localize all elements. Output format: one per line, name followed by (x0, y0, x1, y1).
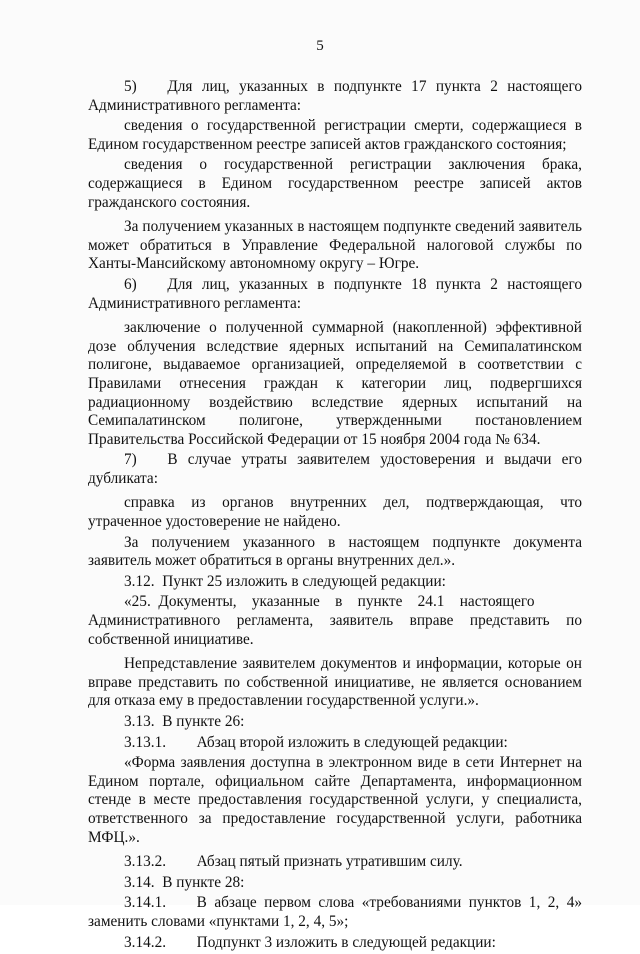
page-number: 5 (316, 38, 324, 54)
paragraph-3-13-1: 3.13.1. Абзац второй изложить в следующей редакции: (124, 733, 508, 751)
paragraph-tax-service: За получением указанных в настоящем подпункте сведений заявитель может обратиться в Управление Федеральной налоговой службы по Ханты-Мансийскому автономному округу – Югре. (88, 218, 582, 273)
paragraph-3-13: 3.13. В пункте 26: (124, 713, 245, 730)
paragraph-3-14: 3.14. В пункте 28: (124, 873, 245, 891)
paragraph-item-5: 5) Для лиц, указанных в подпункте 17 пункта 2 настоящего Административного регламента: (88, 78, 582, 114)
paragraph-non-submission: Непредставление заявителем документов и информации, которые он вправе представить по собственной инициативе, не является основанием для отказа ему в предоставлении государственной услуги.». (88, 655, 582, 710)
document-body (88, 78, 582, 954)
paragraph-item-6: 6) Для лиц, указанных в подпункте 18 пункта 2 настоящего Административного регламента: (88, 275, 582, 312)
paragraph-3-12: 3.12. Пункт 25 изложить в следующей редакции: (124, 572, 446, 590)
paragraph-marriage-registration: сведения о государственной регистрации заключения брака, содержащиеся в Едином государственном реестре записей актов гражданского состояния. (88, 156, 582, 211)
paragraph-death-registration: сведения о государственной регистрации смерти, содержащиеся в Едином государственном реестре записей актов гражданского состояния; (88, 117, 582, 153)
paragraph-internal-affairs: За получением указанного в настоящем подпункте документа заявитель может обратиться в органы внутренних дел.». (88, 533, 582, 570)
paragraph-3-14-1: 3.14.1. В абзаце первом слова «требованиями пунктов 1, 2, 4» заменить словами «пунктами 1, 2, 4, 5»; (88, 894, 582, 930)
paragraph-25-documents: «25. Документы, указанные в пункте 24.1 настоящего Административного регламента, заявитель вправе представить по собственной инициативе. (88, 593, 582, 648)
paragraph-form-availability: «Форма заявления доступна в электронном виде в сети Интернет на Едином портале, официальном сайте Департамента, информационном стенде в месте предоставления государственной услуги, у специалиста, ответственного за предоставление государственной услуги, работника МФЦ.». (88, 754, 582, 846)
paragraph-certificate: справка из органов внутренних дел, подтверждающая, что утраченное удостоверение не найдено. (88, 494, 582, 531)
paragraph-radiation-conclusion: заключение о полученной суммарной (накопленной) эффективной дозе облучения вследствие ядерных испытаний на Семипалатинском полигоне, выдаваемое организацией, определяемой в соответствии с Правилами отнесения граждан к категории лиц, подвергшихся радиационному воздействию вследствие ядерных испытаний на Семипалатинском полигоне, утвержденными постановлением Правительства Российской Федерации от 15 ноября 2004 года № 634. (88, 319, 582, 448)
paragraph-3-13-2: 3.13.2. Абзац пятый признать утратившим силу. (124, 853, 463, 871)
paragraph-item-7: 7) В случае утраты заявителем удостоверения и выдачи его дубликата: (88, 451, 582, 487)
paragraph-3-14-2: 3.14.2. Подпункт 3 изложить в следующей редакции: (124, 933, 496, 951)
